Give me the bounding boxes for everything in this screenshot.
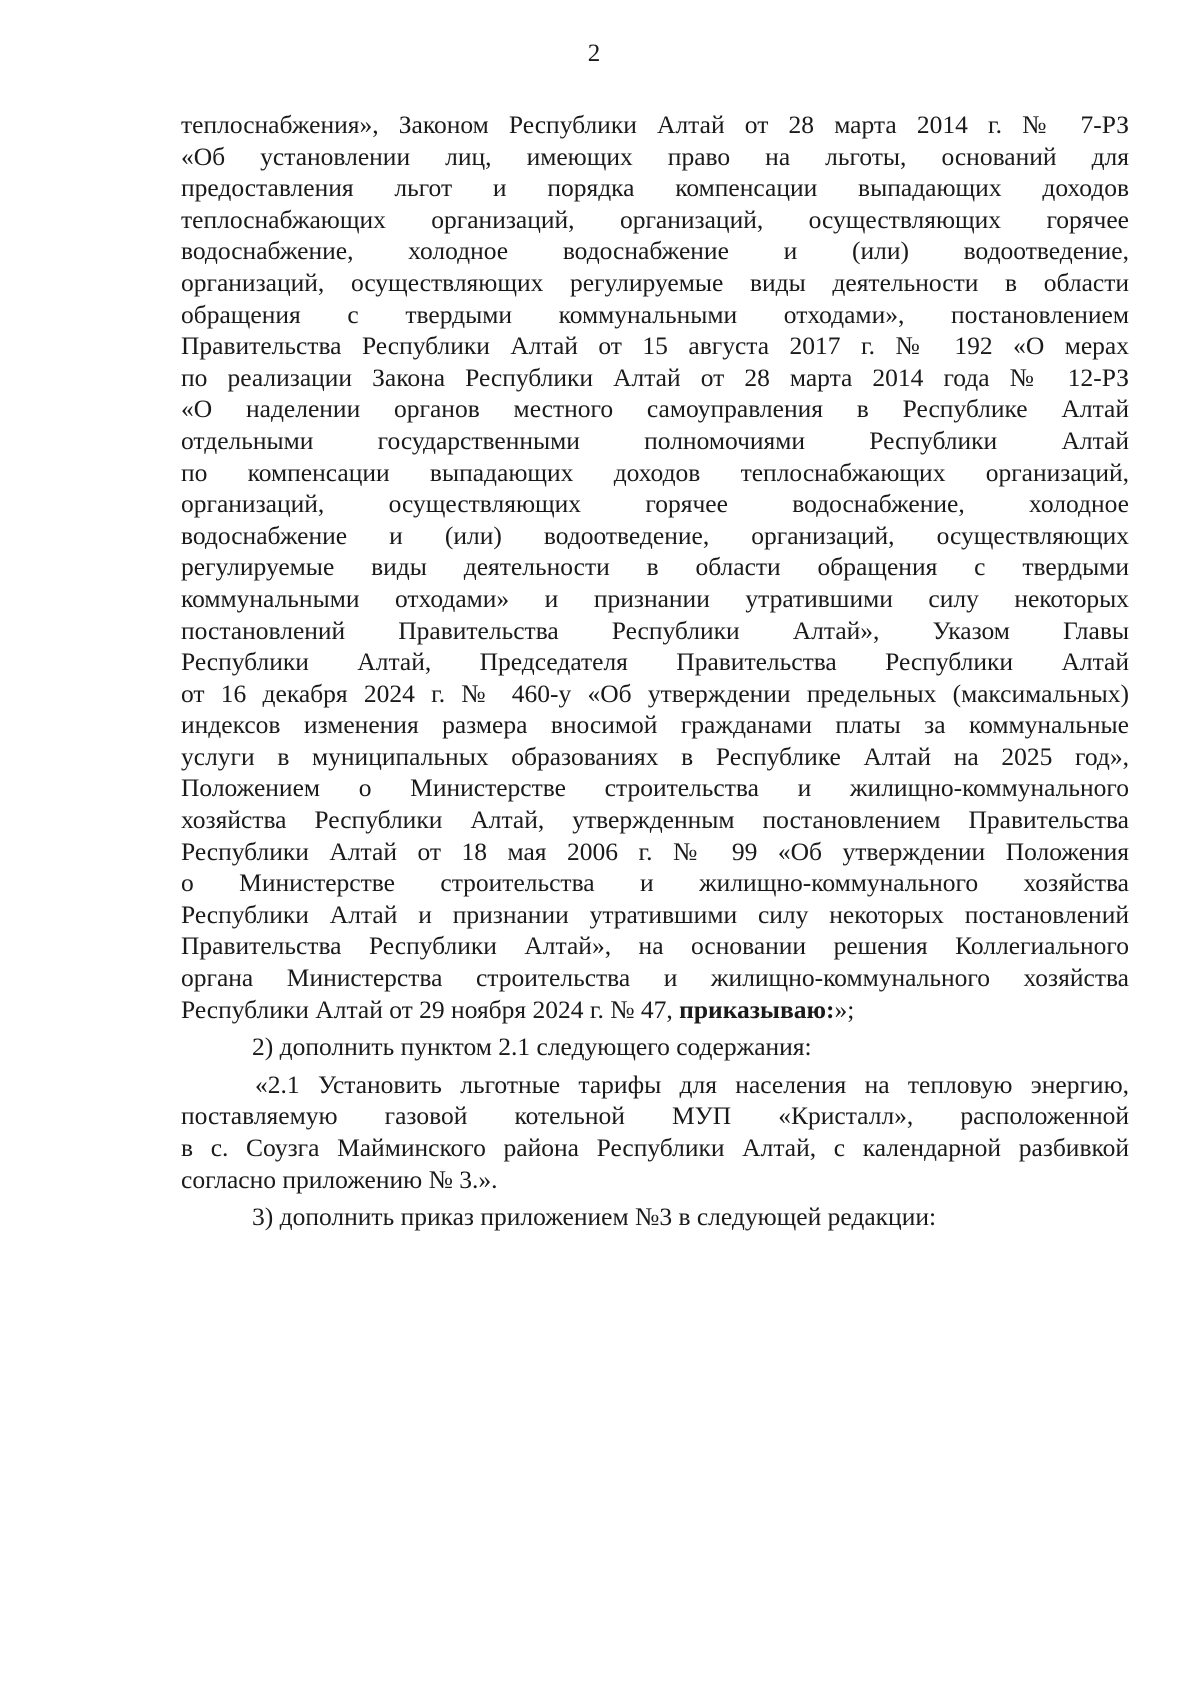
text-line: «2.1 Установить льготные тарифы для населения на тепловую энергию, [255, 1069, 1129, 1099]
text-line: «Об установлении лиц, имеющих право на льготы, оснований для [181, 141, 1129, 171]
text-line: регулируемые виды деятельности в области обращения с твердыми [181, 552, 1129, 582]
text-line: постановлений Правительства Республики Алтай», Указом Главы [181, 615, 1129, 645]
text-line: по компенсации выпадающих доходов теплоснабжающих организаций, [181, 457, 1129, 487]
text-line: коммунальными отходами» и признании утратившими силу некоторых [181, 583, 1129, 613]
quote-paragraph-2-1 [181, 1069, 1129, 1195]
text-line: в с. Соузга Майминского района Республики Алтай, с календарной разбивкой [181, 1133, 1129, 1162]
text-line: обращения с твердыми коммунальными отходами», постановлением [181, 299, 1129, 329]
text-line: «О наделении органов местного самоуправления в Республике Алтай [181, 394, 1129, 424]
list-item-2: 2) дополнить пунктом 2.1 следующего содержания: [252, 1032, 812, 1062]
final-line-text: Республики Алтай от 29 ноября 2024 г. № 47, [181, 994, 680, 1024]
text-line: по реализации Закона Республики Алтай от 28 марта 2014 года № 12-РЗ [181, 362, 1129, 392]
text-line: организаций, осуществляющих регулируемые виды деятельности в области [181, 267, 1129, 297]
text-line: хозяйства Республики Алтай, утвержденным постановлением Правительства [181, 805, 1129, 835]
text-line: водоснабжение и (или) водоотведение, организаций, осуществляющих [181, 520, 1129, 550]
text-line: Республики Алтай от 18 мая 2006 г. № 99 «Об утверждении Положения [181, 836, 1129, 866]
text-line: водоснабжение, холодное водоснабжение и (или) водоотведение, [181, 236, 1129, 266]
text-line: индексов изменения размера вносимой гражданами платы за коммунальные [181, 710, 1129, 740]
text-line: предоставления льгот и порядка компенсации выпадающих доходов [181, 173, 1129, 203]
text-line: Правительства Республики Алтай от 15 августа 2017 г. № 192 «О мерах [181, 331, 1129, 361]
order-keyword: приказываю: [679, 994, 835, 1024]
final-line-tail: »; [834, 994, 855, 1024]
text-line: органа Министерства строительства и жилищно-коммунального хозяйства [181, 963, 1129, 993]
text-line: поставляемую газовой котельной МУП «Кристалл», расположенной [181, 1101, 1129, 1131]
text-line: Республики Алтай, Председателя Правительства Республики Алтай [181, 647, 1129, 677]
page-number: 2 [587, 40, 601, 67]
list-item-3: 3) дополнить приказ приложением №3 в следующей редакции: [252, 1202, 937, 1232]
text-line: от 16 декабря 2024 г. № 460-у «Об утверждении предельных (максимальных) [181, 678, 1129, 708]
text-line: услуги в муниципальных образованиях в Республике Алтай на 2025 год», [181, 741, 1129, 771]
text-line: теплоснабжающих организаций, организаций, осуществляющих горячее [181, 204, 1129, 234]
text-line: теплоснабжения», Законом Республики Алтай от 28 марта 2014 г. № 7-РЗ [181, 110, 1129, 139]
text-line: отдельными государственными полномочиями Республики Алтай [181, 425, 1129, 455]
text-line-final [181, 994, 1129, 1026]
text-line: организаций, осуществляющих горячее водоснабжение, холодное [181, 489, 1129, 519]
text-line: о Министерстве строительства и жилищно-коммунального хозяйства [181, 868, 1129, 898]
text-line: Республики Алтай и признании утратившими силу некоторых постановлений [181, 899, 1129, 929]
document-body [181, 109, 1129, 1233]
text-line: согласно приложению № 3.». [181, 1164, 498, 1194]
paragraph-legal-basis [181, 109, 1129, 1025]
text-line: Положением о Министерстве строительства и жилищно-коммунального [181, 773, 1129, 803]
text-line: Правительства Республики Алтай», на основании решения Коллегиального [181, 931, 1129, 961]
